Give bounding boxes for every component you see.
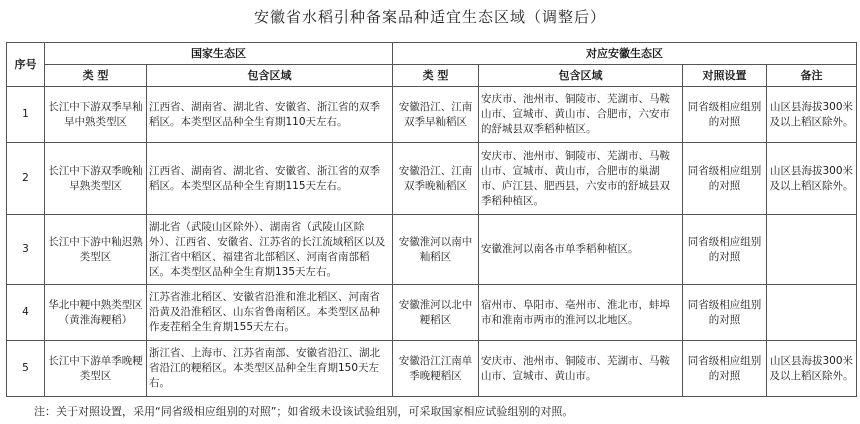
header-row-2 [7, 65, 857, 87]
footnote: 注：关于对照设置，采用“同省级相应组别的对照”；如省级未设该试验组别，可采取国家相应试验组别的对照。 [34, 405, 574, 418]
cell-anhui-type: 安徽沿江、江南双季晚籼稻区 [393, 143, 479, 215]
cell-remark: 山区县海拔300米及以上稻区除外。 [767, 143, 857, 215]
cell-remark: 山区县海拔300米及以上稻区除外。 [767, 341, 857, 397]
cell-anhui-region: 安庆市、池州市、铜陵市、芜湖市、马鞍山市、宣城市、黄山市。 [479, 341, 683, 397]
cell-seq: 4 [7, 285, 45, 341]
header-remark: 备注 [767, 65, 857, 87]
table-row [7, 143, 857, 215]
cell-national-region: 浙江省、上海市、江苏省南部、安徽省沿江、湖北省沿江的粳稻区。本类型区品种全生育期150天左右。 [147, 341, 393, 397]
cell-seq: 1 [7, 87, 45, 143]
cell-seq: 2 [7, 143, 45, 215]
cell-anhui-type: 安徽沿江江南单季晚粳稻区 [393, 341, 479, 397]
cell-anhui-region: 安徽淮河以南各市单季稻种植区。 [479, 215, 683, 285]
cell-seq: 3 [7, 215, 45, 285]
cell-national-region: 江苏省淮北稻区、安徽省沿淮和淮北稻区、河南省沿黄及沿淮稻区、山东省鲁南稻区。本类型区品种作麦茬稻全生育期155天左右。 [147, 285, 393, 341]
cell-national-region: 湖北省（武陵山区除外）、湖南省（武陵山区除外）、江西省、安徽省、江苏省的长江流域稻区以及浙江省中稻区、福建省北部稻区、河南省南部稻区。本类型区品种全生育期135天左右。 [147, 215, 393, 285]
cell-anhui-region: 宿州市、阜阳市、亳州市、淮北市，蚌埠市和淮南市两市的淮河以北地区。 [479, 285, 683, 341]
cell-seq: 5 [7, 341, 45, 397]
cell-anhui-type: 安徽淮河以南中籼稻区 [393, 215, 479, 285]
table-row [7, 341, 857, 397]
header-national: 国家生态区 [45, 43, 393, 65]
cell-anhui-region: 安庆市、池州市、铜陵市、芜湖市、马鞍山市、宣城市、黄山市，合肥市的巢湖市、庐江县、肥西县，六安市的舒城县双季稻种植区。 [479, 143, 683, 215]
header-type-anhui: 类 型 [393, 65, 479, 87]
table-row [7, 87, 857, 143]
cell-anhui-type: 安徽沿江、江南双季早籼稻区 [393, 87, 479, 143]
cell-remark: 山区县海拔300米及以上稻区除外。 [767, 87, 857, 143]
cell-national-type: 长江中下游单季晚粳类型区 [45, 341, 147, 397]
cell-national-type: 长江中下游双季早籼早中熟类型区 [45, 87, 147, 143]
ecological-region-table [6, 42, 857, 397]
cell-control: 同省级相应组别的对照 [683, 87, 767, 143]
cell-national-type: 华北中粳中熟类型区（黄淮海粳稻） [45, 285, 147, 341]
cell-national-region: 江西省、湖南省、湖北省、安徽省、浙江省的双季稻区。本类型区品种全生育期115天左右。 [147, 143, 393, 215]
cell-national-type: 长江中下游中籼迟熟类型区 [45, 215, 147, 285]
header-row-1 [7, 43, 857, 65]
header-region: 包含区域 [147, 65, 393, 87]
cell-anhui-region: 安庆市、池州市、铜陵市、芜湖市、马鞍山市、宣城市、黄山市、合肥市，六安市的舒城县双季稻种植区。 [479, 87, 683, 143]
cell-remark [767, 285, 857, 341]
page-title: 安徽省水稻引种备案品种适宜生态区域（调整后） [253, 8, 606, 26]
table-row [7, 285, 857, 341]
cell-national-region: 江西省、湖南省、湖北省、安徽省、浙江省的双季稻区。本类型区品种全生育期110天左右。 [147, 87, 393, 143]
cell-anhui-type: 安徽淮河以北中粳稻区 [393, 285, 479, 341]
cell-control: 同省级相应组别的对照 [683, 341, 767, 397]
cell-remark [767, 215, 857, 285]
cell-national-type: 长江中下游双季晚籼早熟类型区 [45, 143, 147, 215]
header-type: 类 型 [45, 65, 147, 87]
header-region-anhui: 包含区域 [479, 65, 683, 87]
header-anhui: 对应安徽生态区 [393, 43, 857, 65]
cell-control: 同省级相应组别的对照 [683, 143, 767, 215]
header-seq: 序号 [7, 43, 45, 87]
cell-control: 同省级相应组别的对照 [683, 285, 767, 341]
cell-control: 同省级相应组别的对照 [683, 215, 767, 285]
table-row [7, 215, 857, 285]
header-control: 对照设置 [683, 65, 767, 87]
